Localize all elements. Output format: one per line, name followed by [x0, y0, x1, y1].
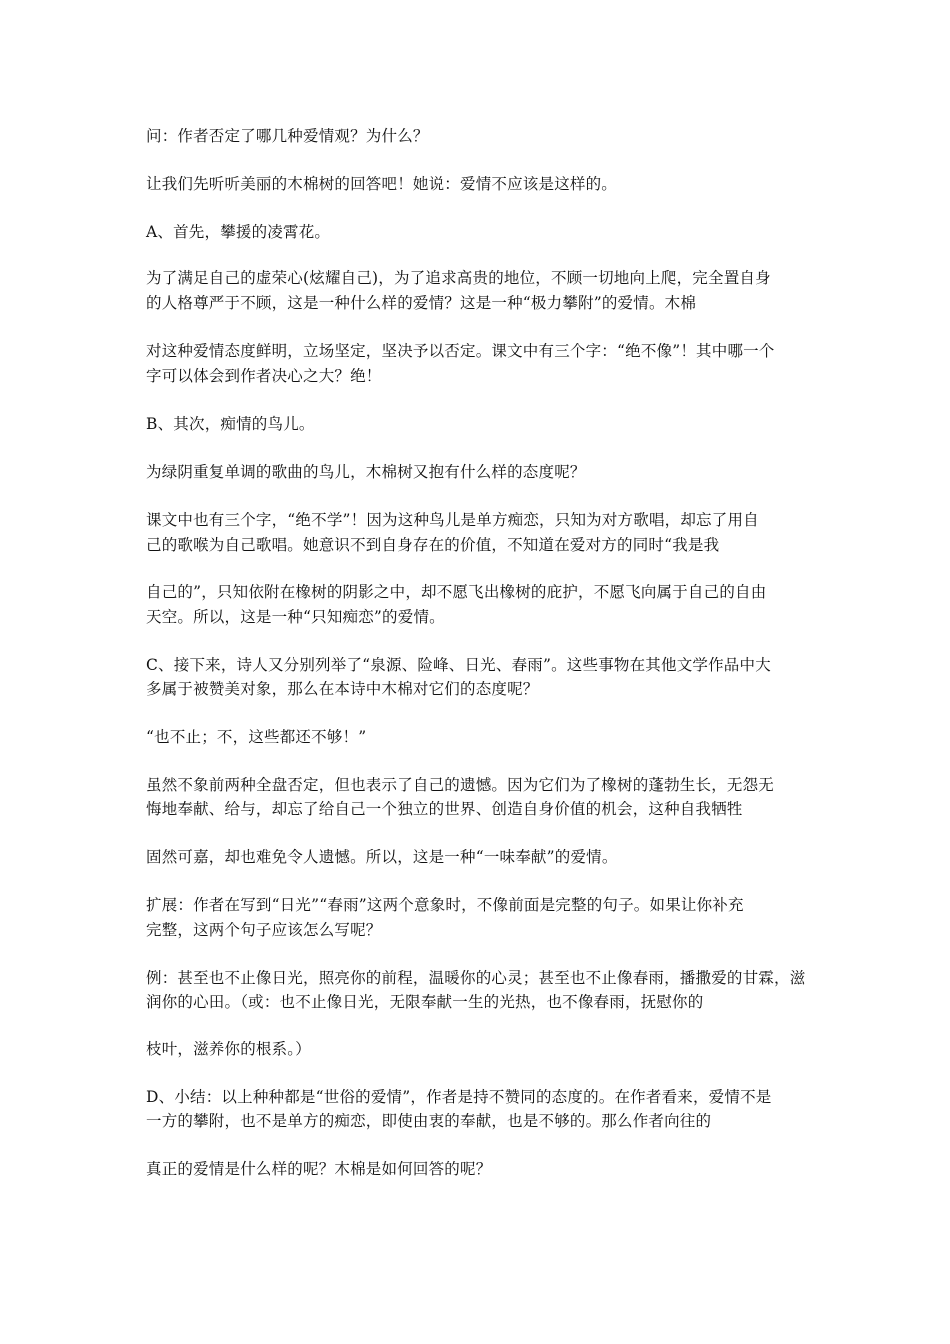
text-line: 真正的爱情是什么样的呢？木棉是如何回答的呢？ — [146, 1160, 492, 1178]
text-line: 字可以体会到作者决心之大？绝！ — [146, 367, 382, 385]
text-line: 己的歌喉为自己歌唱。她意识不到自身存在的价值，不知道在爱对方的同时“我是我 — [146, 536, 720, 554]
text-line: B、其次，痴情的鸟儿。 — [146, 415, 315, 433]
text-line: 课文中也有三个字，“绝不学”！因为这种鸟儿是单方痴恋，只知为对方歌唱，却忘了用自 — [146, 511, 759, 529]
text-line: 自己的”，只知依附在橡树的阴影之中，却不愿飞出橡树的庇护，不愿飞向属于自己的自由 — [146, 583, 767, 601]
text-line: 天空。所以，这是一种“只知痴恋”的爱情。 — [146, 608, 445, 626]
text-line: 悔地奉献、给与，却忘了给自己一个独立的世界、创造自身价值的机会，这种自我牺牲 — [146, 800, 743, 818]
text-line: 固然可嘉，却也难免令人遗憾。所以，这是一种“一味奉献”的爱情。 — [146, 848, 618, 866]
text-line: “也不止；不，这些都还不够！” — [146, 728, 367, 746]
text-line: 润你的心田。（或：也不止像日光，无限奉献一生的光热，也不像春雨，抚慰你的 — [146, 993, 704, 1011]
text-line: D、小结：以上种种都是“世俗的爱情”，作者是持不赞同的态度的。在作者看来，爱情不是 — [146, 1088, 772, 1106]
text-line: 完整，这两个句子应该怎么写呢？ — [146, 921, 382, 939]
text-line: 多属于被赞美对象，那么在本诗中木棉对它们的态度呢？ — [146, 680, 539, 698]
text-line: 为绿阴重复单调的歌曲的鸟儿，木棉树又抱有什么样的态度呢？ — [146, 463, 586, 481]
text-line: A、首先，攀援的凌霄花。 — [146, 223, 331, 241]
text-line: 扩展：作者在写到“日光”“春雨”这两个意象时，不像前面是完整的句子。如果让你补充 — [146, 896, 744, 914]
text-line: 问：作者否定了哪几种爱情观？为什么？ — [146, 127, 429, 145]
text-line: 例：甚至也不止像日光，照亮你的前程，温暖你的心灵；甚至也不止像春雨，播撒爱的甘霖，滋 — [146, 969, 806, 987]
text-line: 的人格尊严于不顾，这是一种什么样的爱情？这是一种“极力攀附”的爱情。木棉 — [146, 294, 697, 312]
text-line: 为了满足自己的虚荣心(炫耀自己)，为了追求高贵的地位，不顾一切地向上爬，完全置自身 — [146, 269, 771, 287]
text-line: 枝叶，滋养你的根系。） — [146, 1040, 311, 1058]
text-line: 虽然不象前两种全盘否定，但也表示了自己的遗憾。因为它们为了橡树的蓬勃生长，无怨无 — [146, 776, 775, 794]
text-line: 让我们先听听美丽的木棉树的回答吧！她说：爱情不应该是这样的。 — [146, 175, 618, 193]
text-line: 一方的攀附，也不是单方的痴恋，即使由衷的奉献，也是不够的。那么作者向往的 — [146, 1112, 712, 1130]
text-line: 对这种爱情态度鲜明，立场坚定，坚决予以否定。课文中有三个字：“绝不像”！其中哪一个 — [146, 342, 775, 360]
text-line: C、接下来，诗人又分别列举了“泉源、险峰、日光、春雨”。这些事物在其他文学作品中大 — [146, 656, 771, 674]
